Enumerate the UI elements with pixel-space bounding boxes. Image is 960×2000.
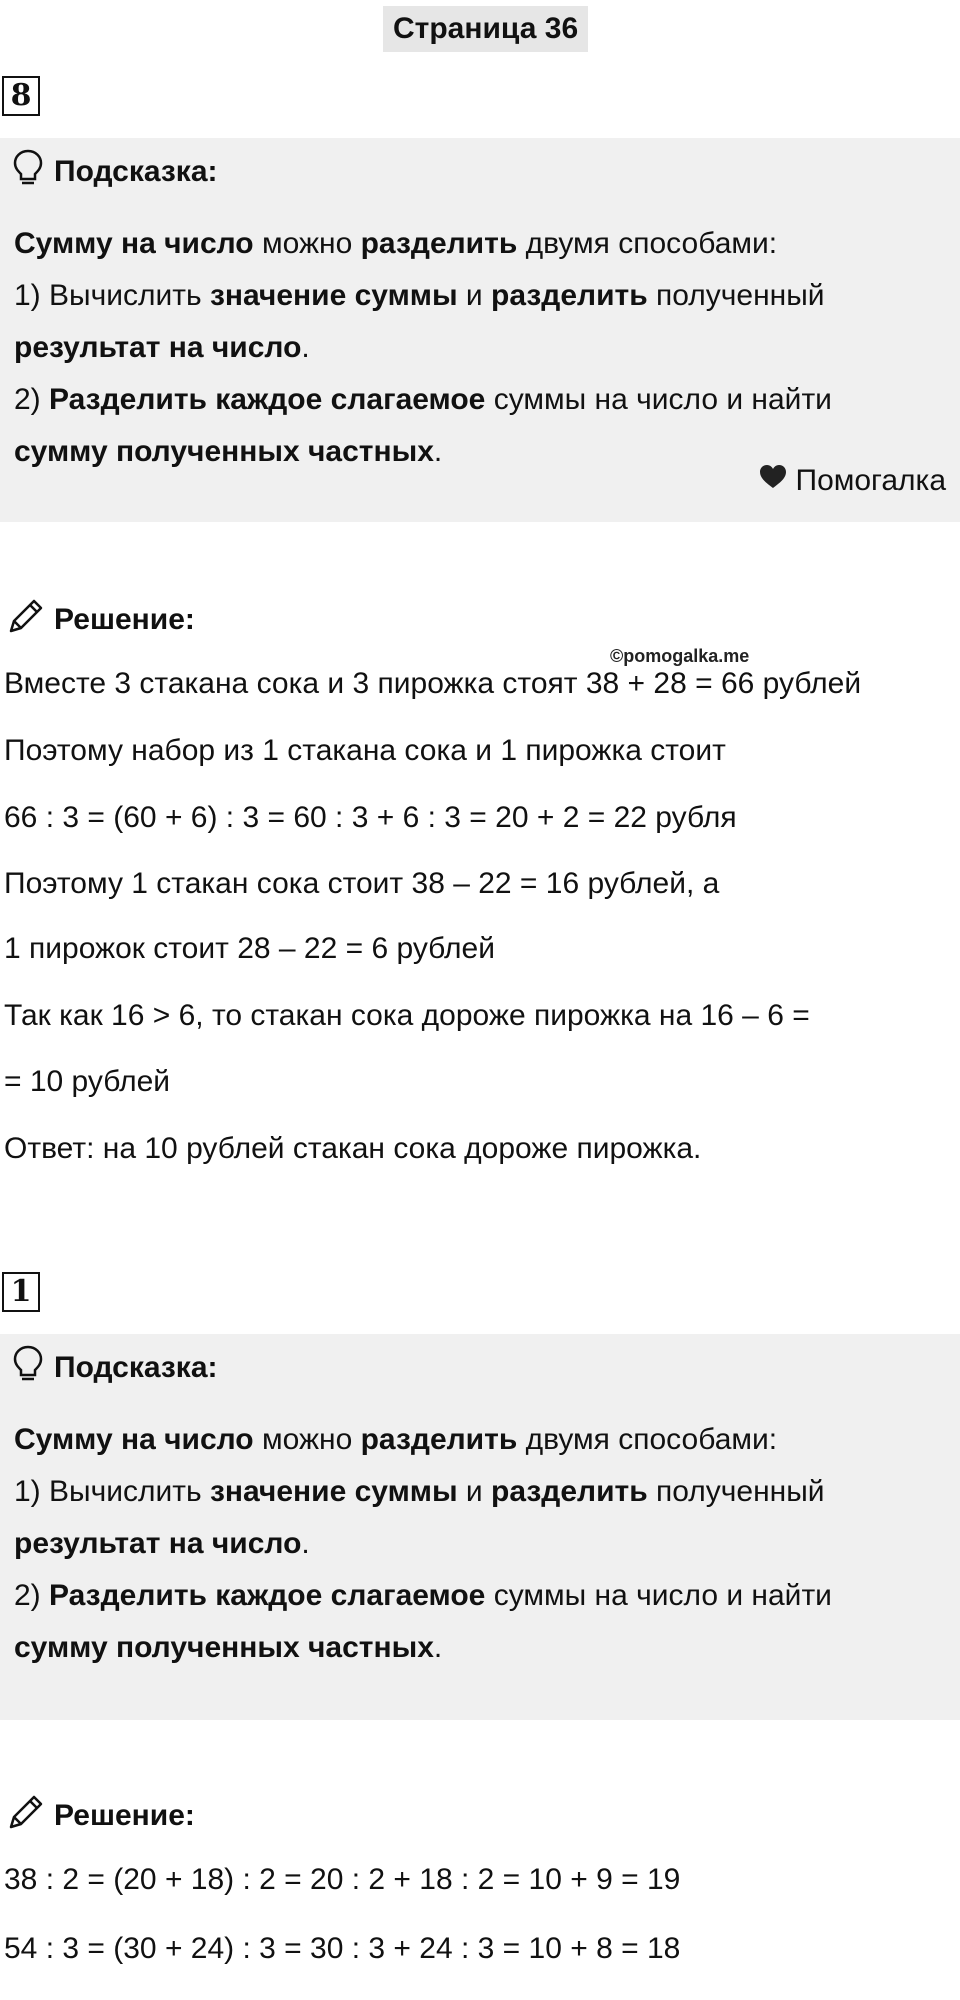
- solution-label: Решение:: [54, 1799, 195, 1832]
- hint-line: [14, 1414, 946, 1466]
- solution-line: Так как 16 > 6, то стакан сока дороже пирожка на 16 – 6 =: [4, 999, 810, 1032]
- hint-line: [14, 270, 946, 322]
- heart-icon: [758, 464, 788, 498]
- credit: [758, 464, 947, 498]
- hint-box: [0, 1334, 960, 1720]
- hint-bold-text: значение суммы: [209, 279, 458, 312]
- hint-text-segment: .: [301, 1527, 310, 1560]
- hint-text-segment: 1) Вычислить: [14, 1475, 210, 1508]
- solution-line: 54 : 3 = (30 + 24) : 3 = 30 : 3 + 24 : 3 = 10 + 8 = 18: [4, 1932, 681, 1965]
- pencil-icon: [6, 1792, 46, 1840]
- hint-text-segment: полученный: [647, 279, 825, 312]
- solution-line: = 10 рублей: [4, 1065, 171, 1098]
- hint-text-segment: можно: [253, 1423, 361, 1456]
- credit-label: Помогалка: [795, 464, 946, 497]
- hint-bold-text: Сумму на число: [14, 227, 254, 260]
- solution-line: 38 : 2 = (20 + 18) : 2 = 20 : 2 + 18 : 2 = 10 + 9 = 19: [4, 1863, 681, 1896]
- hint-label: Подсказка:: [54, 155, 218, 188]
- hint-text-segment: 1) Вычислить: [14, 279, 210, 312]
- hint-line: [14, 1570, 946, 1622]
- task-number-box: 8: [2, 76, 40, 116]
- hint-bold-text: Сумму на число: [14, 1423, 254, 1456]
- hint-bold-text: сумму полученных частных: [14, 1631, 434, 1664]
- solution-line: Поэтому 1 стакан сока стоит 38 – 22 = 16 рублей, а: [4, 867, 720, 900]
- hint-text-segment: полученный: [647, 1475, 825, 1508]
- hint-header: [12, 150, 218, 194]
- hint-text-segment: суммы на число и найти: [485, 383, 832, 416]
- hint-bold-text: Разделить каждое слагаемое: [49, 1579, 486, 1612]
- lightbulb-icon: [12, 1345, 44, 1391]
- hint-text: [14, 218, 946, 478]
- solution-line: 1 пирожок стоит 28 – 22 = 6 рублей: [4, 932, 495, 965]
- hint-bold-text: сумму полученных частных: [14, 435, 434, 468]
- hint-line: [14, 322, 946, 374]
- solution-line: Ответ: на 10 рублей стакан сока дороже пирожка.: [4, 1132, 702, 1165]
- hint-text-segment: 2): [14, 383, 50, 416]
- hint-text-segment: .: [301, 331, 310, 364]
- pencil-icon: [6, 596, 46, 644]
- hint-text-segment: можно: [253, 227, 361, 260]
- solution-line: Вместе 3 стакана сока и 3 пирожка стоят 38 + 28 = 66 рублей: [4, 667, 862, 700]
- hint-line: [14, 1622, 946, 1674]
- solution-header: [6, 600, 195, 640]
- hint-line: [14, 218, 946, 270]
- page-title: Страница 36: [383, 6, 588, 52]
- hint-bold-text: результат на число: [14, 331, 302, 364]
- solution-line: 66 : 3 = (60 + 6) : 3 = 60 : 3 + 6 : 3 = 20 + 2 = 22 рубля: [4, 801, 737, 834]
- hint-text-segment: двумя способами:: [517, 227, 778, 260]
- hint-line: [14, 374, 946, 426]
- hint-header: [12, 1346, 218, 1390]
- hint-bold-text: разделить: [360, 1423, 518, 1456]
- task-number-box: 1: [2, 1272, 40, 1312]
- hint-bold-text: разделить: [491, 279, 648, 312]
- hint-bold-text: разделить: [491, 1475, 648, 1508]
- hint-text-segment: .: [433, 435, 443, 468]
- hint-box: [0, 138, 960, 522]
- hint-text-segment: и: [457, 1475, 492, 1508]
- hint-label: Подсказка:: [54, 1351, 218, 1384]
- solution-header: [6, 1796, 195, 1836]
- hint-bold-text: значение суммы: [209, 1475, 458, 1508]
- hint-line: [14, 1466, 946, 1518]
- hint-text-segment: и: [457, 279, 492, 312]
- solution-line: Поэтому набор из 1 стакана сока и 1 пирожка стоит: [4, 734, 726, 767]
- hint-line: [14, 1518, 946, 1570]
- hint-bold-text: результат на число: [14, 1527, 302, 1560]
- hint-bold-text: Разделить каждое слагаемое: [49, 383, 486, 416]
- hint-text-segment: суммы на число и найти: [485, 1579, 832, 1612]
- solution-label: Решение:: [54, 603, 195, 636]
- hint-text-segment: двумя способами:: [517, 1423, 778, 1456]
- hint-text-segment: 2): [14, 1579, 50, 1612]
- hint-text: [14, 1414, 946, 1674]
- hint-bold-text: разделить: [360, 227, 518, 260]
- lightbulb-icon: [12, 149, 44, 195]
- watermark: ©pomogalka.me: [610, 646, 750, 666]
- hint-text-segment: .: [433, 1631, 443, 1664]
